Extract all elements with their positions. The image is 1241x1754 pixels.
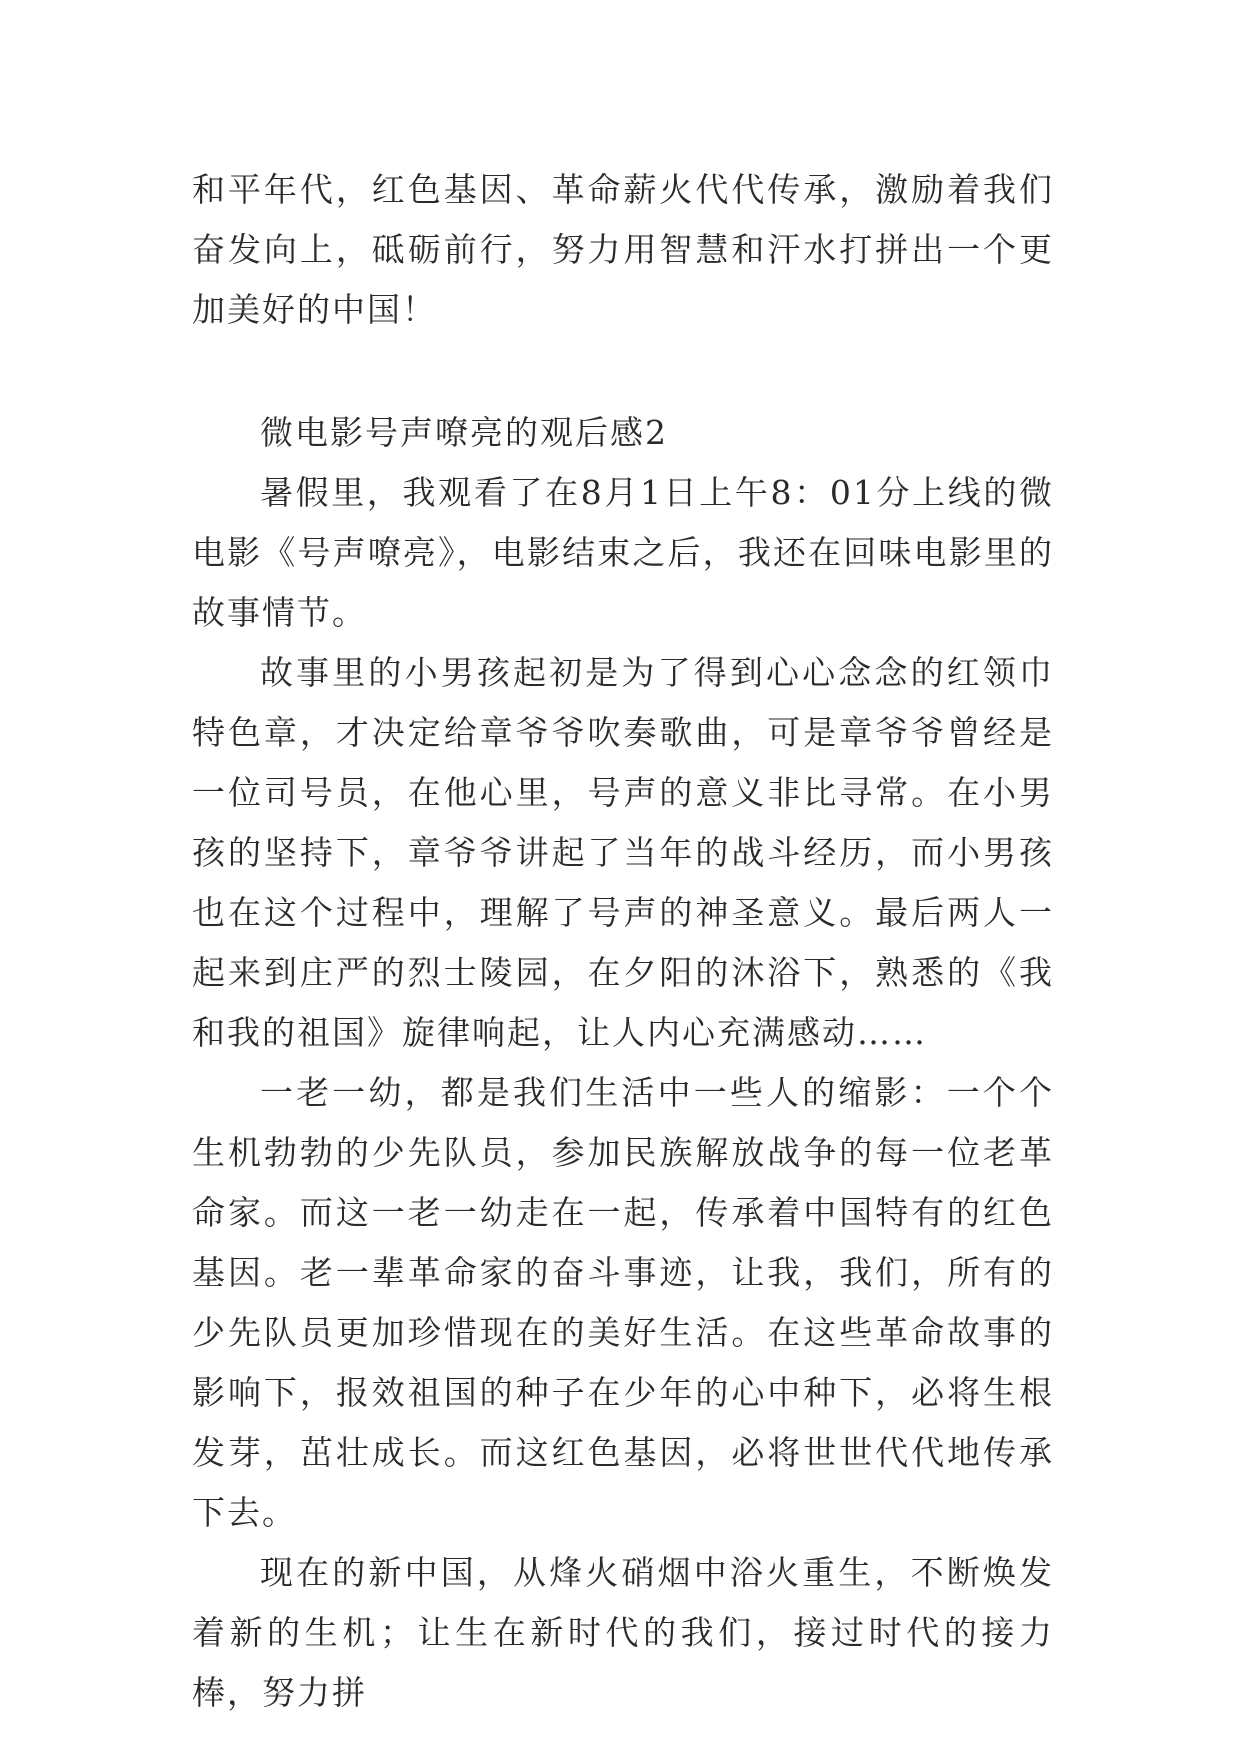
section-title: 微电影号声嘹亮的观后感2 — [260, 413, 668, 452]
document-page — [192, 160, 1054, 1723]
body-paragraph-4: 现在的新中国，从烽火硝烟中浴火重生，不断焕发着新的生机；让生在新时代的我们，接过时代的接力棒，努力拼 — [192, 1553, 1054, 1712]
body-paragraph-3: 一老一幼，都是我们生活中一些人的缩影：一个个生机勃勃的少先队员，参加民族解放战争的每一位老革命家。而这一老一幼走在一起，传承着中国特有的红色基因。老一辈革命家的奋斗事迹，让我，我们，所有的少先队员更加珍惜现在的美好生活。在这些革命故事的影响下，报效祖国的种子在少年的心中种下，必将生根发芽，茁壮成长。而这红色基因，必将世世代代地传承下去。 — [192, 1073, 1054, 1532]
continuation-paragraph: 和平年代，红色基因、革命薪火代代传承，激励着我们奋发向上，砥砺前行，努力用智慧和汗水打拼出一个更加美好的中国！ — [192, 170, 1054, 329]
body-paragraph-1: 暑假里，我观看了在8月1日上午8：01分上线的微电影《号声嘹亮》，电影结束之后，我还在回味电影里的故事情节。 — [192, 473, 1054, 632]
body-paragraph-2: 故事里的小男孩起初是为了得到心心念念的红领巾特色章，才决定给章爷爷吹奏歌曲，可是章爷爷曾经是一位司号员，在他心里，号声的意义非比寻常。在小男孩的坚持下，章爷爷讲起了当年的战斗经历，而小男孩也在这个过程中，理解了号声的神圣意义。最后两人一起来到庄严的烈士陵园，在夕阳的沐浴下，熟悉的《我和我的祖国》旋律响起，让人内心充满感动…… — [192, 653, 1054, 1052]
